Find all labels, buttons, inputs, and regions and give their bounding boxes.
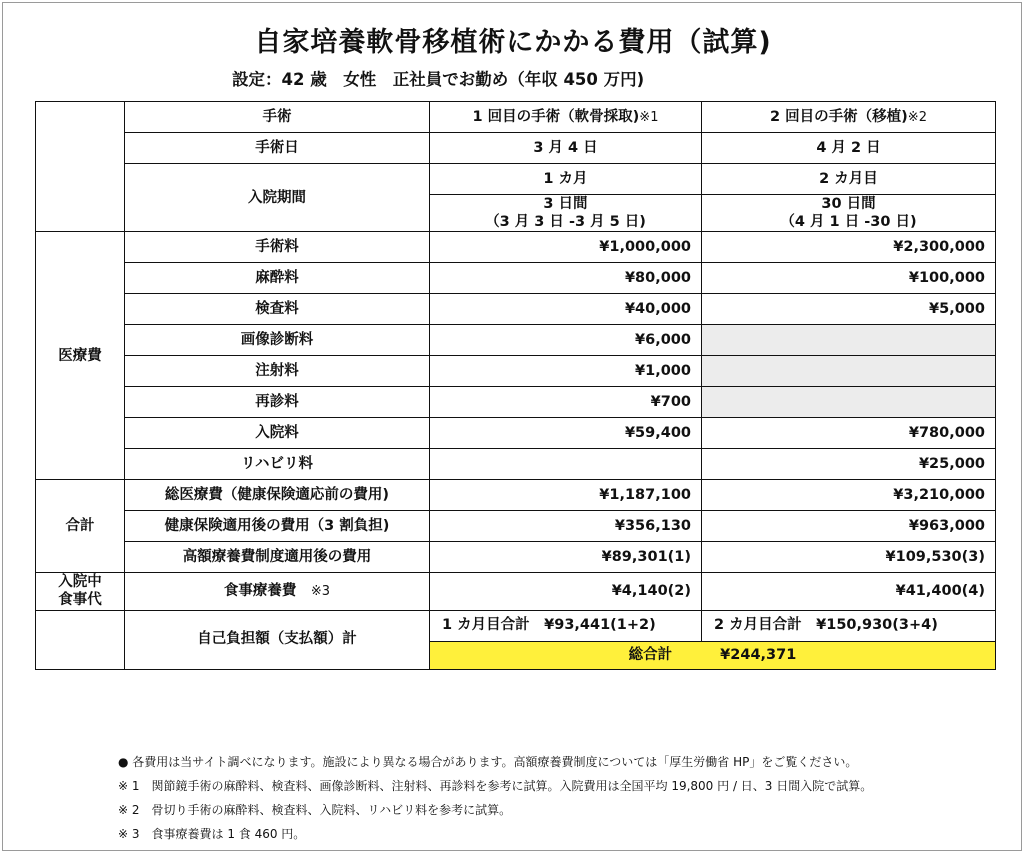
totals-v1: ¥356,130 <box>430 511 702 542</box>
medical-v1: ¥700 <box>430 387 702 418</box>
medical-v1: ¥59,400 <box>430 418 702 449</box>
totals-label: 総医療費（健康保険適応前の費用) <box>125 480 430 511</box>
table-row <box>36 542 996 573</box>
totals-v1: ¥89,301(1) <box>430 542 702 573</box>
grand-total-label: 総合計 <box>628 646 673 663</box>
totals-v2: ¥109,530(3) <box>702 542 996 573</box>
medical-label: リハビリ料 <box>125 449 430 480</box>
table-row <box>36 102 996 133</box>
totals-v2: ¥963,000 <box>702 511 996 542</box>
table-row <box>36 294 996 325</box>
table-row <box>36 387 996 418</box>
medical-v1-empty <box>430 449 702 480</box>
footnote: ※ 3 食事療養費は 1 食 460 円。 <box>118 827 306 841</box>
totals-v2: ¥3,210,000 <box>702 480 996 511</box>
col1-header: 1 回目の手術（軟骨採取)※1 <box>430 102 702 133</box>
medical-v1: ¥1,000 <box>430 356 702 387</box>
medical-label: 注射料 <box>125 356 430 387</box>
meals-v1: ¥4,140(2) <box>430 573 702 610</box>
stay-label: 入院期間 <box>125 164 430 232</box>
medical-v1: ¥40,000 <box>430 294 702 325</box>
medical-label: 再診料 <box>125 387 430 418</box>
cost-table <box>35 101 996 670</box>
medical-v2: ¥780,000 <box>702 418 996 449</box>
medical-v2: ¥2,300,000 <box>702 232 996 263</box>
totals-category: 合計 <box>36 480 125 573</box>
medical-category: 医療費 <box>36 232 125 480</box>
grand-total-value: ¥244,371 <box>720 646 797 663</box>
col2-note: ※2 <box>907 109 927 125</box>
grand-total <box>430 641 996 669</box>
medical-label: 画像診断料 <box>125 325 430 356</box>
table-row <box>36 232 996 263</box>
table-row <box>36 133 996 164</box>
footnote: ※ 1 関節鏡手術の麻酔料、検査料、画像診断料、注射料、再診料を参考に試算。入院費用は全国平均 19,800 円 / 日、3 日間入院で試算。 <box>118 779 873 793</box>
selfpay-month2: 2 カ月目合計 ¥150,930(3+4) <box>702 610 996 641</box>
table-row <box>36 356 996 387</box>
medical-v1: ¥6,000 <box>430 325 702 356</box>
medical-v2: ¥100,000 <box>702 263 996 294</box>
medical-label: 手術料 <box>125 232 430 263</box>
col2-header: 2 回目の手術（移植)※2 <box>702 102 996 133</box>
medical-label: 検査料 <box>125 294 430 325</box>
stay2: 30 日間 （4 月 1 日 -30 日) <box>702 195 996 232</box>
header-blank-cell <box>36 102 125 232</box>
medical-label: 麻酔料 <box>125 263 430 294</box>
medical-v2-empty <box>702 356 996 387</box>
totals-label: 健康保険適用後の費用（3 割負担) <box>125 511 430 542</box>
table-row <box>36 325 996 356</box>
table-row <box>36 418 996 449</box>
table-row <box>36 263 996 294</box>
footnote: ● 各費用は当サイト調べになります。施設により異なる場合があります。高額療養費制度については「厚生労働省 HP」をご覧ください。 <box>118 755 858 769</box>
meals-category: 入院中 食事代 <box>36 573 125 610</box>
table-row <box>36 573 996 610</box>
date-label: 手術日 <box>125 133 430 164</box>
medical-v2-empty <box>702 325 996 356</box>
medical-v1: ¥80,000 <box>430 263 702 294</box>
totals-v1: ¥1,187,100 <box>430 480 702 511</box>
medical-v1: ¥1,000,000 <box>430 232 702 263</box>
month1: 1 カ月 <box>430 164 702 195</box>
table-row <box>36 480 996 511</box>
selfpay-blank-cell <box>36 610 125 669</box>
medical-label: 入院料 <box>125 418 430 449</box>
stay1: 3 日間 （3 月 3 日 -3 月 5 日) <box>430 195 702 232</box>
meals-note: ※3 <box>310 584 331 600</box>
meals-label: 食事療養費 ※3 <box>125 573 430 610</box>
medical-v2: ¥25,000 <box>702 449 996 480</box>
page-title: 自家培養軟骨移植術にかかる費用（試算) <box>254 27 772 58</box>
page-subtitle: 設定：42 歳 女性 正社員でお勤め（年収 450 万円) <box>232 70 645 89</box>
medical-v2-empty <box>702 387 996 418</box>
col1-note: ※1 <box>639 109 659 125</box>
table-row <box>36 511 996 542</box>
surgery-label: 手術 <box>125 102 430 133</box>
meals-v2: ¥41,400(4) <box>702 573 996 610</box>
table-row <box>36 449 996 480</box>
footnotes <box>118 750 872 846</box>
footnote: ※ 2 骨切り手術の麻酔料、検査料、入院料、リハビリ料を参考に試算。 <box>118 803 512 817</box>
table-row <box>36 610 996 641</box>
month2: 2 カ月目 <box>702 164 996 195</box>
selfpay-month1: 1 カ月目合計 ¥93,441(1+2) <box>430 610 702 641</box>
totals-label: 高額療養費制度適用後の費用 <box>125 542 430 573</box>
date1: 3 月 4 日 <box>430 133 702 164</box>
table-row <box>36 164 996 195</box>
medical-v2: ¥5,000 <box>702 294 996 325</box>
date2: 4 月 2 日 <box>702 133 996 164</box>
selfpay-label: 自己負担額（支払額）計 <box>125 610 430 669</box>
